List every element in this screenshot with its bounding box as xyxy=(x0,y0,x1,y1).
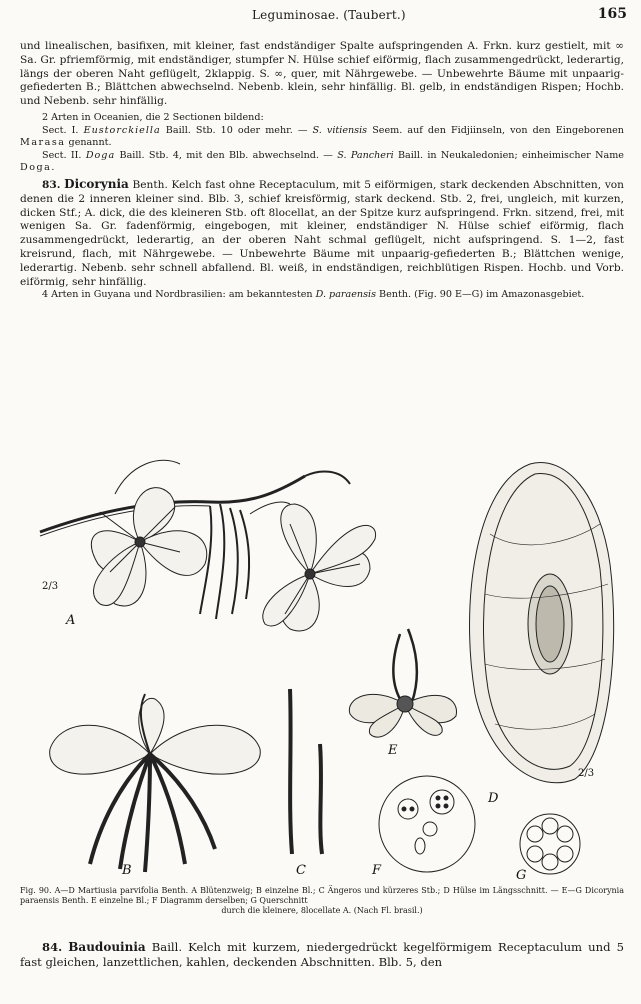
figure-scale-a: 2/3 xyxy=(42,581,59,592)
figure-label-d: D xyxy=(488,791,499,806)
genus-83-text: Benth. Kelch fast ohne Receptaculum, mit 5 eiförmigen, stark deckenden Abschnitten, von denen die 2 inneren kleiner sind. Blb. 3, schief kreisförmig, stark deckend. Stb. 2, frei, ungleich, mit kurzen, dicken Stf.; A. dick, die des kleineren Stb. oft 8locellat, an der Spitze kurz aufspringend. Frkn. sitzend, frei, mit wenigen Sa. Gr. fadenförmig, eingebogen, mit kleiner, endständiger N. Hülse schief eiförmig, flach zusammengedrückt, lederartig, an der oberen Naht schmal geflügelt, nicht aufspringend. S. 1—2, fast kreisrund, flach, mit Nährgewebe. — Unbewehrte Bäume mit unpaarig-gefiederten B.; Blättchen wenige, lederartig. Nebenb. sehr schnell abfallend. Bl. weiß, in endständigen, reichblütigen Rispen. Hochb. und Vorb. eiförmig, sehr hinfällig. xyxy=(20,178,625,288)
section-one-text1: Baill. Stb. 10 oder mehr. — xyxy=(160,124,313,136)
genus-83-number: 83. xyxy=(42,178,61,191)
genus-83-note-species: D. paraensis xyxy=(315,289,376,301)
figure-scale-d: 2/3 xyxy=(578,768,595,779)
section-one-text2: Seem. auf den Fidjiinseln, von den Eingeborenen xyxy=(367,124,624,136)
section-two-text3: . xyxy=(51,162,55,174)
section-one-name: Eustorckiella xyxy=(83,124,161,136)
botanical-illustration xyxy=(20,424,624,884)
figure-caption xyxy=(20,886,624,916)
figure-90 xyxy=(20,424,624,884)
page-header xyxy=(0,6,641,26)
section-two-text1: Baill. Stb. 4, mit den Blb. abwechselnd. — xyxy=(115,149,338,161)
paragraph-species-count: 2 Arten in Oceanien, die 2 Sectionen bildend: xyxy=(42,111,264,123)
paragraph-continuation: und linealischen, basifixen, mit kleiner, fast endständiger Spalte aufspringenden A. Frkn. kurz gestielt, mit ∞ Sa. Gr. pfriemförmig, mit endständiger, stumpfer N. Hülse schief eiförmig, flach zusammengedrückt, lederartig, längs der oberen Naht geflügelt, 2klappig. S. ∞, quer, mit Nährgewebe. — Unbewehrte Bäume mit unpaarig-gefiederten B.; Blättchen abwechselnd. Nebenb. klein, sehr hinfällig. Bl. gelb, in endständigen Rispen; Hochb. und Nebenb. sehr hinfällig. xyxy=(20,40,624,108)
genus-83-name: Dicorynia xyxy=(64,176,129,191)
figure-label-g: G xyxy=(516,868,527,883)
figure-label-e: E xyxy=(388,743,398,758)
pod-section-drawing xyxy=(470,462,614,782)
section-two-vernacular: Doga xyxy=(20,162,52,174)
page-number: 165 xyxy=(597,6,627,22)
stamens-drawing xyxy=(290,689,322,854)
section-two-species: S. Pancheri xyxy=(337,149,394,161)
section-two-name: Doga xyxy=(85,149,116,161)
section-two-prefix: Sect. II. xyxy=(42,149,82,161)
section-one-species: S. vitiensis xyxy=(312,124,368,136)
section-one-text3: genannt. xyxy=(65,137,112,149)
running-head: Leguminosae. (Taubert.) xyxy=(252,8,406,22)
genus-83-paragraph xyxy=(20,178,624,289)
section-one-vernacular: Marasa xyxy=(20,137,66,149)
figure-label-c: C xyxy=(296,863,306,878)
figure-label-f: F xyxy=(372,863,382,878)
genus-84-name: Baudouinia xyxy=(68,940,146,954)
figure-label-a: A xyxy=(66,613,76,628)
figure-caption-note: durch die kleinere, 8locellate A. (Nach Fl. brasil.) xyxy=(221,906,423,915)
anther-cross-section-drawing xyxy=(520,814,580,874)
section-one xyxy=(20,125,624,150)
genus-84-number: 84. xyxy=(42,940,63,954)
figure-label-b: B xyxy=(122,863,132,878)
genus-83-note-text2: Benth. (Fig. 90 E—G) im Amazonasgebiet. xyxy=(376,289,585,301)
section-one-prefix: Sect. I. xyxy=(42,124,79,136)
bottom-text xyxy=(20,940,624,970)
genus-84-text: Baill. Kelch mit kurzem, niedergedrückt kegelförmigem Receptaculum und 5 fast gleichen, lanzettlichen, kahlen, deckenden Abschnitten. Blb. 5, den xyxy=(20,940,624,969)
section-two-text2: Baill. in Neukaledonien; einheimischer Name xyxy=(393,149,624,161)
genus-84-paragraph xyxy=(20,940,624,970)
genus-83-note-text1: 4 Arten in Guyana und Nordbrasilien: am bekanntesten xyxy=(42,289,316,301)
floral-diagram-drawing xyxy=(379,776,475,872)
genus-83-note xyxy=(20,289,624,302)
single-flower-b-drawing xyxy=(50,694,261,872)
flowering-branch-drawing xyxy=(40,460,376,631)
figure-caption-text: Fig. 90. A—D Martiusia parvifolia Benth. A Blütenzweig; B einzelne Bl.; C Ängeros und kürzeres Stb.; D Hülse im Längsschnitt. — E—G Dicorynia paraensis Benth. E einzelne Bl.; F Diagramm derselben; G Querschnitt xyxy=(20,886,624,905)
body-text xyxy=(20,40,624,302)
section-two xyxy=(20,150,624,175)
single-flower-e-drawing xyxy=(349,629,456,737)
